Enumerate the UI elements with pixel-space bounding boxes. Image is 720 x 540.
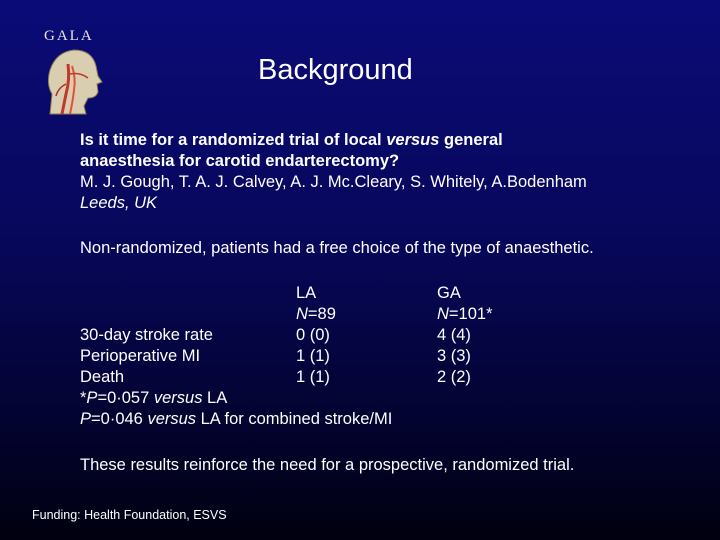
- column-header-la: LA: [296, 284, 317, 302]
- paper-title-line2: anaesthesia for carotid endarterectomy?: [80, 152, 400, 170]
- logo-text: GALA: [44, 28, 94, 44]
- la-n: N=89: [296, 305, 336, 323]
- funding-footer: Funding: Health Foundation, ESVS: [32, 508, 227, 522]
- row-ga-value: 4 (4): [437, 326, 471, 344]
- footnote-combined: P=0·046 versus LA for combined stroke/MI: [80, 410, 393, 428]
- row-label: Death: [80, 368, 125, 386]
- row-ga-value: 2 (2): [437, 368, 471, 386]
- row-la-value: 0 (0): [296, 326, 330, 344]
- conclusion: These results reinforce the need for a prospective, randomized trial.: [80, 456, 575, 474]
- footnote-stroke: *P=0·057 versus LA: [80, 389, 228, 407]
- gala-logo: [40, 28, 110, 114]
- row-la-value: 1 (1): [296, 347, 330, 365]
- row-label: Perioperative MI: [80, 347, 201, 365]
- design-note: Non-randomized, patients had a free choice of the type of anaesthetic.: [80, 239, 594, 257]
- ga-n: N=101*: [437, 305, 493, 323]
- row-la-value: 1 (1): [296, 368, 330, 386]
- paper-location: Leeds, UK: [80, 194, 158, 212]
- row-ga-value: 3 (3): [437, 347, 471, 365]
- paper-authors: M. J. Gough, T. A. J. Calvey, A. J. Mc.Cleary, S. Whitely, A.Bodenham: [80, 173, 587, 191]
- column-header-ga: GA: [437, 284, 461, 302]
- row-label: 30-day stroke rate: [80, 326, 213, 344]
- paper-title-line1: Is it time for a randomized trial of local versus general: [80, 131, 503, 149]
- head-anatomy-icon: [40, 44, 104, 116]
